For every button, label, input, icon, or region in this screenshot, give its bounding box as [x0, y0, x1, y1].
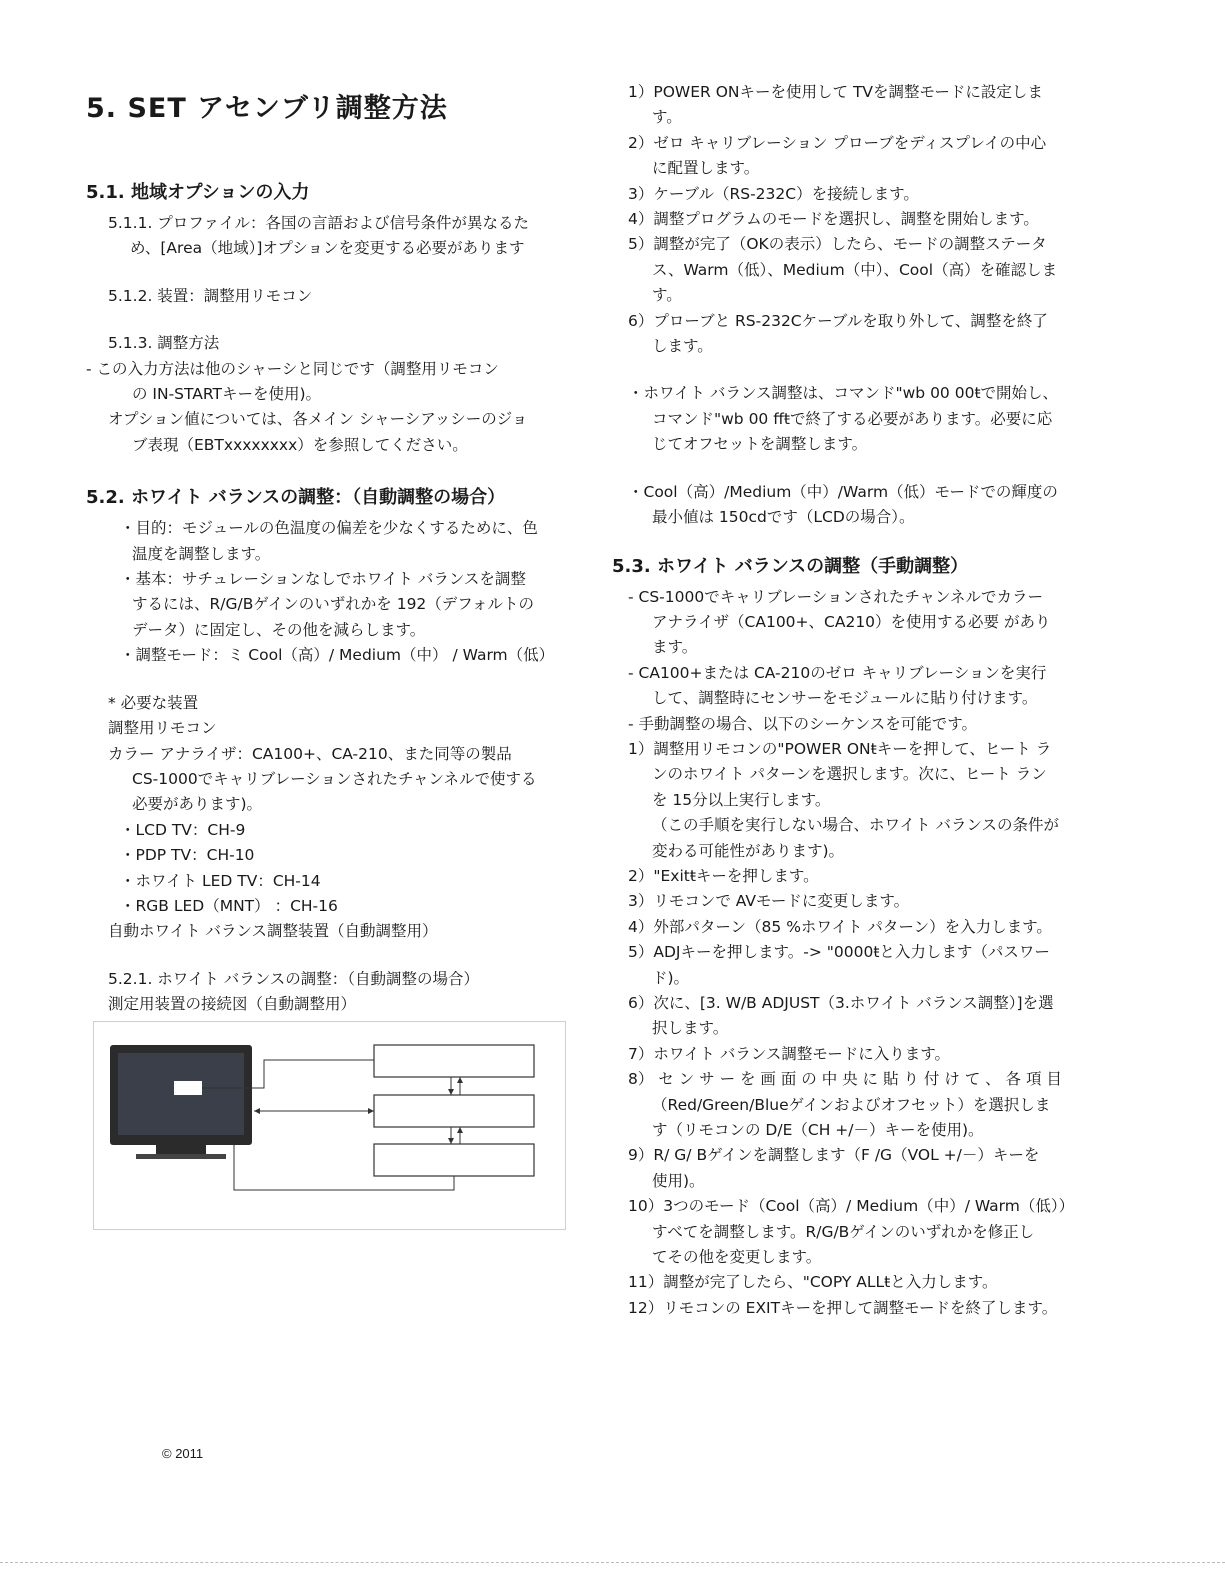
- text-line: 4）外部パターン（85 %ホワイト パターン）を入力します。: [628, 917, 1052, 936]
- text-line: ス、Warm（低）、Medium（中）、Cool（高）を確認しま: [652, 260, 1058, 279]
- text-line: ・ホワイト LED TV：CH-14: [120, 871, 321, 890]
- arrow-head: [448, 1138, 454, 1144]
- text-line: ・LCD TV：CH-9: [120, 820, 246, 839]
- text-line: ンのホワイト パターンを選択します。次に、ヒート ラン: [652, 765, 1047, 784]
- page-divider: [0, 1562, 1225, 1563]
- text-line: ・Cool（高）/Medium（中）/Warm（低）モードでの輝度の: [628, 482, 1058, 501]
- text-line: 3）リモコンで AVモードに変更します。: [628, 892, 910, 911]
- text-line: ・目的：モジュールの色温度の偏差を少なくするために、色: [120, 519, 538, 538]
- text-line: します。: [652, 337, 713, 356]
- text-line: 1）POWER ONキーを使用して TVを調整モードに設定しま: [628, 83, 1043, 101]
- text-line: 択します。: [652, 1019, 729, 1038]
- text-line: して、調整時にセンサーをモジュールに貼り付けます。: [652, 689, 1038, 708]
- text-line: す（リモコンの D/E（CH +/－）キーを使用)。: [652, 1121, 984, 1140]
- text-line: す。: [652, 108, 682, 127]
- text-line: に配置します。: [652, 159, 760, 178]
- text-line: 12）リモコンの EXITキーを押して調整モードを終了します。: [628, 1298, 1058, 1317]
- text-line: 自動ホワイト バランス調整装置（自動調整用）: [108, 922, 438, 941]
- text-line: てその他を変更します。: [652, 1248, 822, 1267]
- text-line: 5.1.3. 調整方法: [108, 334, 220, 353]
- text-line: を 15分以上実行します。: [652, 790, 831, 809]
- tv-base: [136, 1154, 226, 1159]
- text-line: の IN-STARTキーを使用)。: [132, 385, 322, 404]
- text-line: 2）ゼロ キャリブレーション プローブをディスプレイの中心: [628, 133, 1047, 152]
- text-line: するには、R/G/Bゲインのいずれかを 192（デフォルトの: [132, 595, 535, 614]
- text-line: ・ホワイト バランス調整は、コマンド"wb 00 00ŧで開始し、: [628, 384, 1059, 403]
- arrow-head: [254, 1108, 260, 1114]
- text-line: 使用)。: [652, 1171, 705, 1190]
- text-line: 1）調整用リモコンの"POWER ONŧキーを押して、ヒート ラ: [628, 739, 1052, 758]
- connection-diagram: [93, 1021, 566, 1230]
- text-line: 7）ホワイト バランス調整モードに入ります。: [628, 1044, 951, 1063]
- arrow-head: [448, 1089, 454, 1095]
- device-box-middle: [374, 1095, 534, 1127]
- text-line: 変わる可能性があります)。: [652, 841, 845, 860]
- text-line: アナライザ（CA100+、CA210）を使用する必要 があり: [652, 612, 1051, 631]
- probe-icon: [174, 1081, 202, 1095]
- text-line: ・PDP TV：CH-10: [120, 846, 255, 865]
- right-column: [612, 80, 1102, 1321]
- text-line: オプション値については、各メイン シャーシアッシーのジョ: [108, 410, 528, 429]
- device-box-top: [374, 1045, 534, 1077]
- text-line: （この手順を実行しない場合、ホワイト バランスの条件が: [652, 816, 1059, 835]
- copyright-footer: © 2011: [162, 1446, 204, 1461]
- text-line: ブ表現（EBTxxxxxxxx）を参照してください。: [132, 435, 468, 454]
- text-line: ・基本：サチュレーションなしでホワイト バランスを調整: [120, 570, 526, 589]
- arrow-head: [457, 1127, 463, 1133]
- text-line: 9）R/ G/ Bゲインを調整します（F /G（VOL +/－）キーを: [628, 1146, 1040, 1165]
- text-line: すべてを調整します。R/G/Bゲインのいずれかを修正し: [652, 1222, 1035, 1241]
- arrow-head: [457, 1077, 463, 1083]
- arrow-head: [368, 1108, 374, 1114]
- text-line: す。: [652, 286, 682, 305]
- text-line: ます。: [652, 638, 698, 657]
- left-column: [86, 80, 586, 1018]
- text-line: 11）調整が完了したら、"COPY ALLŧと入力します。: [628, 1273, 998, 1292]
- text-line: データ）に固定し、その他を減らします。: [132, 620, 426, 639]
- text-line: ド)。: [652, 968, 690, 987]
- text-line: 6）プローブと RS-232Cケーブルを取り外して、調整を終了: [628, 311, 1048, 330]
- section-5-3-heading: 5.3. ホワイト バランスの調整（手動調整）: [612, 555, 969, 577]
- text-line: 6）次に、[3. W/B ADJUST（3.ホワイト バランス調整）]を選: [628, 994, 1054, 1012]
- text-line: - CA100+または CA-210のゼロ キャリブレーションを実行: [628, 663, 1047, 682]
- text-line: ・RGB LED（MNT） ：CH-16: [120, 896, 338, 915]
- text-line: め、[Area（地域）]オプションを変更する必要があります: [130, 239, 525, 258]
- section-5-2-heading: 5.2. ホワイト バランスの調整：（自動調整の場合）: [86, 487, 506, 509]
- text-line: 5.1.1. プロファイル：各国の言語および信号条件が異なるた: [108, 214, 529, 232]
- connection-diagram-svg: [94, 1022, 565, 1229]
- text-line: 温度を調整します。: [132, 544, 271, 563]
- text-line: 4）調整プログラムのモードを選択し、調整を開始します。: [628, 210, 1039, 229]
- text-line: 8） セ ン サ ー を 画 面 の 中 央 に 貼 り 付 け て 、 各 項 目: [628, 1070, 1062, 1089]
- text-line: 測定用装置の接続図（自動調整用）: [108, 995, 357, 1014]
- text-line: 5）ADJキーを押します。-> "0000ŧと入力します（パスワー: [628, 943, 1050, 962]
- text-line: じてオフセットを調整します。: [652, 435, 868, 454]
- text-line: （Red/Green/Blueゲインおよびオフセット）を選択しま: [652, 1095, 1051, 1114]
- text-line: 5.1.2. 装置：調整用リモコン: [108, 286, 313, 305]
- text-line: 必要があります)。: [132, 795, 263, 814]
- tv-stand: [156, 1145, 206, 1154]
- text-line: 5）調整が完了（OKの表示）したら、モードの調整ステータ: [628, 235, 1047, 254]
- text-line: CS-1000でキャリブレーションされたチャンネルで使する: [132, 769, 537, 788]
- text-line: カラー アナライザ：CA100+、CA-210、また同等の製品: [108, 744, 512, 763]
- text-line: ・調整モード：ミ Cool（高）/ Medium（中） / Warm（低）: [120, 646, 555, 665]
- text-line: - 手動調整の場合、以下のシーケンスを可能です。: [628, 714, 978, 733]
- text-line: コマンド"wb 00 ffŧで終了する必要があります。必要に応: [652, 409, 1053, 428]
- text-line: 10）3つのモード（Cool（高）/ Medium（中）/ Warm（低））: [628, 1197, 1075, 1216]
- text-line: 2）"Exitŧキーを押します。: [628, 866, 819, 885]
- device-box-bottom: [374, 1144, 534, 1176]
- text-line: 5.2.1. ホワイト バランスの調整：（自動調整の場合）: [108, 969, 480, 988]
- section-5-1-heading: 5.1. 地域オプションの入力: [86, 182, 310, 203]
- page-title: 5. SET アセンブリ調整方法: [86, 93, 448, 124]
- text-line: 調整用リモコン: [108, 719, 217, 738]
- text-line: * 必要な装置: [108, 693, 199, 712]
- text-line: - CS-1000でキャリブレーションされたチャンネルでカラー: [628, 587, 1044, 606]
- text-line: 3）ケーブル（RS-232C）を接続します。: [628, 184, 919, 203]
- text-line: - この入力方法は他のシャーシと同じです（調整用リモコン: [86, 359, 499, 378]
- text-line: 最小値は 150cdです（LCDの場合）。: [652, 508, 915, 527]
